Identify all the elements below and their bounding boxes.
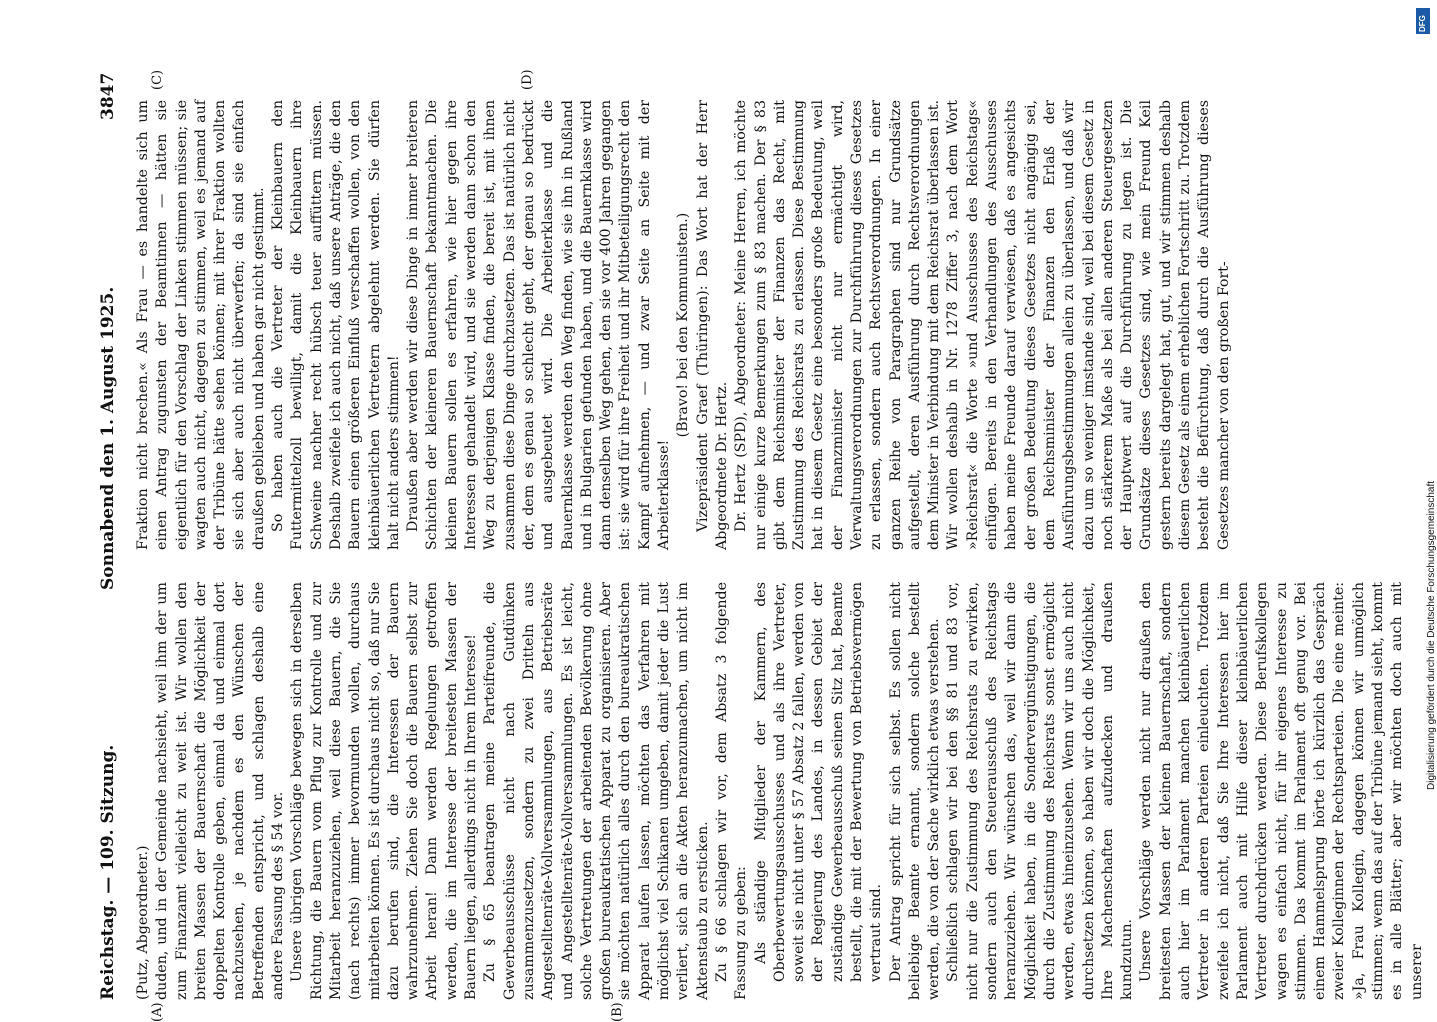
paragraph: duden, und in der Gemeinde nachsieht, weil ihm der um zum Finanzamt vielleicht zu weit ist. Wir wollen den breiten Massen der Bauernschaft die Möglichkeit der doppelten Kontrolle geben, einmal da und einmal dort nachzusehen, je nachdem es den Wünschen der Betreffenden entspricht, und schlagen deshalb eine andere Fassung des § 54 vor. xyxy=(154,582,287,1000)
paragraph: Unsere Vorschläge werden nicht nur draußen den breitesten Massen der kleinen Bauernschaft, sondern auch hier im Parlament manchen kleinbäuerlichen Vertreter in anderen Parteien einleuchten. Trotzdem zweifele ich nicht, daß Sie Ihre Interessen hier im Parlament auch mit Hilfe dieser kleinbäuerlichen Vertreter durchdrücken werden. Diese Berufskollegen wagen es einfach nicht, für ihr eigenes Interesse zu stimmen. Das kommt im Parlament oft genug vor. Bei einem Hammelsprung hörte ich kürzlich das Gespräch zweier Kolleginnen der Rechtsparteien. Die eine meinte: »Ja, Frau Kollegin, dagegen können wir unmöglich stimmen; wenn das auf der Tribüne jemand sieht, kommt es in alle Blätter; aber wir möchten doch auch mit unserer xyxy=(1138,582,1425,1000)
quoted-motion: Als ständige Mitglieder der Kammern, des Oberbewertungsausschusses und als ihre Vertreter, soweit sie nicht unter § 57 Absatz 2 fallen, werden von der Regierung des Landes, in dessen Gebiet der zuständige Gewerbeausschuß seinen Sitz hat, Beamte bestellt, die mit der Bewertung von Betriebsvermögen vertraut sind. xyxy=(752,582,885,982)
right-column xyxy=(134,100,1234,550)
margin-mark-a: (A) xyxy=(150,1002,165,1022)
margin-mark-d: (D) xyxy=(520,69,535,90)
left-column xyxy=(134,582,1427,1000)
paragraph: Fraktion nicht brechen.« Als Frau — es handelte sich um einen Antrag zugunsten der Beamtinnen — hätten sie eigentlich für den Vorschlag der Linken stimmen müssen; sie wagten auch nicht, dagegen zu stimmen, weil es jemand auf der Tribüne hätte sehen können; mit ihrer Fraktion wollten sie sich aber auch nicht überwerfen; da sind sie einfach draußen geblieben und haben gar nicht gestimmt. xyxy=(135,100,267,550)
interjection: (Bravo! bei den Kommunisten.) xyxy=(675,212,692,438)
paragraph: Zu § 66 schlagen wir vor, dem Absatz 3 folgende Fassung zu geben: xyxy=(713,582,750,1000)
paragraph: So haben auch die Vertreter der Kleinbauern den Futtermittelzoll bewilligt, damit die Kleinbauern ihre Schweine nachher recht hübsch teuer auffüttern müssen. Deshalb zweifele ich auch nicht, daß unsere Anträge, die den Bauern einen größeren Einfluß verschaffen wollen, von den kleinbäuerlichen Vertretern abgelehnt werden. Sie dürfen halt nicht anders stimmen! xyxy=(270,100,402,550)
running-header xyxy=(90,70,130,1000)
digitization-note-text: Digitalisierung gefördert durch die Deutsche Forschungsgemeinschaft xyxy=(1426,480,1437,790)
digitization-note xyxy=(1414,10,1437,990)
paragraph: Der Antrag spricht für sich selbst. Es sollen nicht beliebige Beamte ernannt, sondern solche bestellt werden, die von der Sache wirklich etwas verstehen. xyxy=(887,582,943,1000)
dfg-logo: DFG xyxy=(1416,8,1430,34)
speech-paragraph: Dr. Hertz (SPD), Abgeordneter: Meine Herren, ich möchte nur einige kurze Bemerkungen zum § 83 machen. Der § 83 gibt dem Reichsminister der Finanzen das Recht, mit Zustimmung des Reichsrats zu erlassen. Diese Bestimmung hat in diesem Gesetz eine besonders große Bedeutung, weil der Finanzminister nicht nur ermächtigt wird, Verwaltungsverordnungen zur Durchführung dieses Gesetzes zu erlassen, sondern auch Rechtsverordnungen. In einer ganzen Reihe von Paragraphen sind nur Grundsätze aufgestellt, deren Ausführung durch Rechtsverordnungen dem Minister in Verbindung mit dem Reichsrat überlassen ist. Wir wollen deshalb in Nr. 1278 Ziffer 3, nach dem Wort »Reichsrat« die Worte »und Ausschusses des Reichstags« einfügen. Bereits in den Verhandlungen des Ausschusses haben meine Freunde darauf verwiesen, daß es angesichts der großen Bedeutung dieses Gesetzes nicht angängig sei, dem Reichsminister der Finanzen den Erlaß der Ausführungsbestimmungen allein zu überlassen, und daß wir dazu um so weniger imstande sind, weil bei diesem Gesetz in noch stärkerem Maße als bei allen anderen Steuergesetzen der Hauptwert auf die Durchführung zu legen ist. Die Grundsätze dieses Gesetzes sind, wie mein Freund Keil gestern bereits dargelegt hat, gut, und wir stimmen deshalb diesem Gesetz als einem erheblichen Fortschritt zu. Trotzdem besteht die Befürchtung, daß durch die Ausführung dieses Gesetzes mancher von den großen Fort- xyxy=(733,100,1232,550)
header-left: Reichstag. — 109. Sitzung. xyxy=(98,744,118,1000)
speaker-note: (Putz, Abgeordneter.) xyxy=(135,845,151,1000)
margin-mark-b: (B) xyxy=(610,1002,625,1022)
paragraph: Schließlich schlagen wir bei den §§ 81 und 83 vor, nicht nur die Zustimmung des Reichsrats zu erwirken, sondern auch den Steuerausschuß des Reichstags heranzuziehen. Wir wünschen das, weil wir dann die Möglichkeit haben, in die Sondervergünstigungen, die durch die Zustimmung des Reichsrats sonst ermöglicht werden, etwas hineinzusehen. Wenn wir uns auch nicht durchsetzen können, so haben wir doch die Möglichkeit, Ihre Machenschaften aufzudecken und draußen kundzutun. xyxy=(945,582,1136,1000)
paragraph: Draußen aber werden wir diese Dinge in immer breiteren Schichten der kleineren Bauernschaft bekanntmachen. Die kleinen Bauern sollen es erfahren, wie hier gegen ihre Interessen gehandelt wird, und sie werden dann schon den Weg zu derjenigen Klasse finden, die bereit ist, mit ihnen zusammen diese Dinge durchzusetzen. Das ist natürlich nicht der, dem es genau so schlecht geht, der genau so bedrückt und ausgebeutet wird. Die Arbeiterklasse und die Bauernklasse werden den Weg finden, wie sie ihn in Rußland und in Bulgarien gefunden haben, und die Bauernklasse wird dann denselben Weg gehen, den sie vor 400 Jahren gegangen ist: sie wird für ihre Freiheit und ihr Mitbeteiligungsrecht den Kampf aufnehmen, — und zwar Seite an Seite mit der Arbeiterklasse! xyxy=(405,100,673,550)
paragraph: Zu § 65 beantragen meine Parteifreunde, die Gewerbeausschüsse nicht nach Gutdünken zusammenzusetzen, sondern zu zwei Dritteln aus Angestelltenräte-Vollversammlungen, aus Betriebsräte und Angestelltenräte-Vollversammlungen. Es ist leicht, solche Vertretungen der arbeitenden Bevölkerung ohne großen bureaukratischen Apparat zu organisieren. Aber sie möchten natürlich alles durch den bureaukratischen Apparat laufen lassen, möchten das Verfahren mit möglichst viel Schikanen umgeben, damit jeder die Lust verliert, sich an die Akten heranzumachen, um nicht im Aktenstaub zu ersticken. xyxy=(482,582,711,1000)
paragraph: Unsere übrigen Vorschläge bewegen sich in derselben Richtung, die Bauern vom Pflug zur Kontrolle und zur Mitarbeit heranzuziehen, weil diese Bauern, die Sie (nach rechts) immer bevormunden wollen, durchaus mitarbeiten können. Es ist durchaus nicht so, daß nur Sie dazu berufen sind, die Interessen der Bauern wahrzunehmen. Ziehen Sie doch die Bauern selbst zur Arbeit heran! Dann werden Regelungen getroffen werden, die im Interesse der breitesten Massen der Bauern liegen, allerdings nicht in Ihrem Interesse! xyxy=(289,582,480,1000)
page-number: 3847 xyxy=(98,72,118,120)
header-center: Sonnabend den 1. August 1925. xyxy=(98,286,118,590)
chair-announcement: Vizepräsident Graef (Thüringen): Das Wort hat der Herr Abgeordnete Dr. Hertz. xyxy=(694,100,730,550)
margin-mark-c: (C) xyxy=(150,69,165,90)
